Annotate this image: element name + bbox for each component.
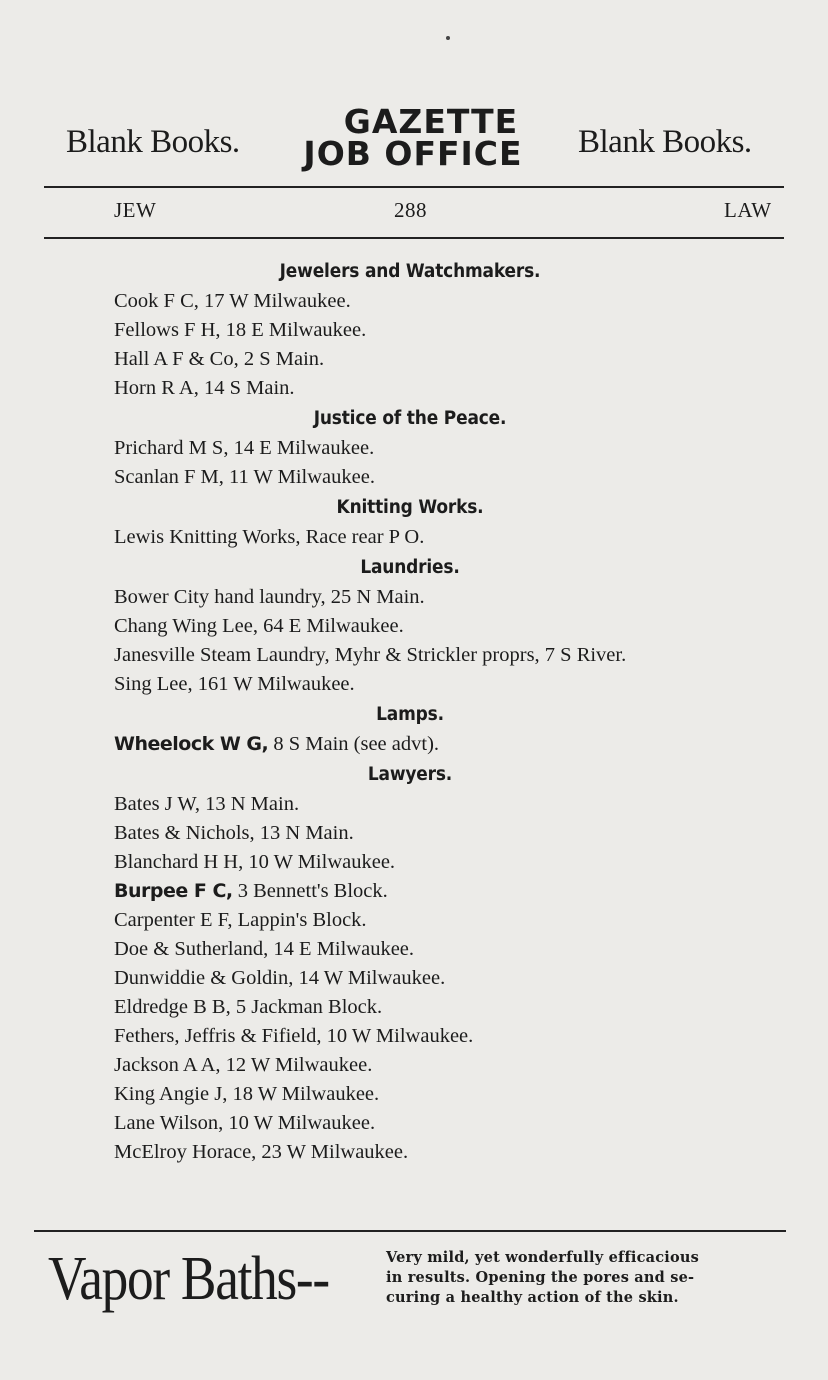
- directory-entry: [114, 583, 804, 612]
- entry-text: Lewis Knitting Works, Race rear P O.: [114, 526, 425, 548]
- banner-center-logo: [268, 102, 558, 173]
- directory-entry: [114, 1022, 804, 1051]
- head-rule: [44, 237, 784, 239]
- section-heading: Lawyers.: [367, 764, 453, 785]
- directory-entry: [114, 790, 804, 819]
- directory-entry: [114, 316, 804, 345]
- directory-entry: [114, 287, 804, 316]
- directory-entry: [114, 1138, 804, 1167]
- entry-bold-name: Burpee F C,: [114, 880, 233, 902]
- entry-text: 3 Bennett's Block.: [232, 880, 388, 902]
- directory-entry: [114, 964, 804, 993]
- page-number: 288: [394, 198, 427, 222]
- section-heading: Knitting Works.: [336, 497, 484, 518]
- entry-text: Bates & Nichols, 13 N Main.: [114, 822, 354, 844]
- directory-entry: [114, 434, 804, 463]
- directory-entry: [114, 1080, 804, 1109]
- banner-left-text: Blank Books.: [66, 124, 240, 160]
- directory-entry: [114, 993, 804, 1022]
- section-heading: Lamps.: [376, 704, 444, 725]
- entry-text: Chang Wing Lee, 64 E Milwaukee.: [114, 615, 404, 637]
- running-head-right: LAW: [724, 198, 772, 222]
- directory-listing: [114, 256, 804, 1167]
- entry-text: McElroy Horace, 23 W Milwaukee.: [114, 1141, 409, 1163]
- directory-entry: [114, 730, 804, 759]
- entry-text: Dunwiddie & Goldin, 14 W Milwaukee.: [114, 967, 446, 989]
- entry-text: Prichard M S, 14 E Milwaukee.: [114, 437, 375, 459]
- entry-text: Janesville Steam Laundry, Myhr & Strickler proprs, 7 S River.: [114, 644, 627, 666]
- section-heading: Laundries.: [360, 557, 460, 578]
- entry-text: Doe & Sutherland, 14 E Milwaukee.: [114, 938, 415, 960]
- top-rule: [44, 186, 784, 188]
- directory-entry: [114, 463, 804, 492]
- entry-text: Scanlan F M, 11 W Milwaukee.: [114, 466, 375, 488]
- directory-entry: [114, 877, 804, 906]
- directory-entry: [114, 345, 804, 374]
- entry-text: Fellows F H, 18 E Milwaukee.: [114, 319, 367, 341]
- ad-text-line: curing a healthy action of the skin.: [386, 1289, 679, 1306]
- directory-entry: [114, 374, 804, 403]
- banner-center-line1: GAZETTE: [343, 102, 519, 141]
- entry-text: Sing Lee, 161 W Milwaukee.: [114, 673, 355, 695]
- print-speck: [446, 36, 450, 40]
- entry-text: 8 S Main (see advt).: [268, 733, 440, 755]
- entry-text: Bower City hand laundry, 25 N Main.: [114, 586, 425, 608]
- page-banner: [0, 100, 828, 180]
- directory-entry: [114, 848, 804, 877]
- entry-text: Fethers, Jeffris & Fifield, 10 W Milwaukee.: [114, 1025, 474, 1047]
- ad-text-line: in results. Opening the pores and se-: [386, 1269, 695, 1286]
- entry-bold-name: Wheelock W G,: [114, 733, 269, 755]
- directory-entry: [114, 935, 804, 964]
- directory-entry: [114, 523, 804, 552]
- entry-text: Eldredge B B, 5 Jackman Block.: [114, 996, 383, 1018]
- entry-text: Hall A F & Co, 2 S Main.: [114, 348, 325, 370]
- entry-text: Horn R A, 14 S Main.: [114, 377, 295, 399]
- entry-text: Jackson A A, 12 W Milwaukee.: [114, 1054, 373, 1076]
- entry-text: King Angie J, 18 W Milwaukee.: [114, 1083, 380, 1105]
- banner-center-line2: JOB OFFICE: [303, 134, 523, 173]
- directory-entry: [114, 906, 804, 935]
- section-heading: Jewelers and Watchmakers.: [279, 261, 541, 282]
- directory-entry: [114, 1109, 804, 1138]
- entry-text: Cook F C, 17 W Milwaukee.: [114, 290, 351, 312]
- ad-title: Vapor Baths--: [48, 1245, 329, 1313]
- section-heading: Justice of the Peace.: [313, 408, 507, 429]
- entry-text: Blanchard H H, 10 W Milwaukee.: [114, 851, 396, 873]
- advertisement: [0, 1232, 828, 1332]
- ad-text: [386, 1248, 796, 1308]
- ad-text-line: Very mild, yet wonderfully efficacious: [386, 1249, 699, 1266]
- directory-entry: [114, 819, 804, 848]
- entry-text: Lane Wilson, 10 W Milwaukee.: [114, 1112, 376, 1134]
- running-head-left: JEW: [114, 198, 157, 222]
- banner-right-text: Blank Books.: [578, 124, 752, 160]
- directory-entry: [114, 1051, 804, 1080]
- directory-entry: [114, 670, 804, 699]
- entry-text: Bates J W, 13 N Main.: [114, 793, 300, 815]
- directory-entry: [114, 612, 804, 641]
- entry-text: Carpenter E F, Lappin's Block.: [114, 909, 367, 931]
- directory-entry: [114, 641, 804, 670]
